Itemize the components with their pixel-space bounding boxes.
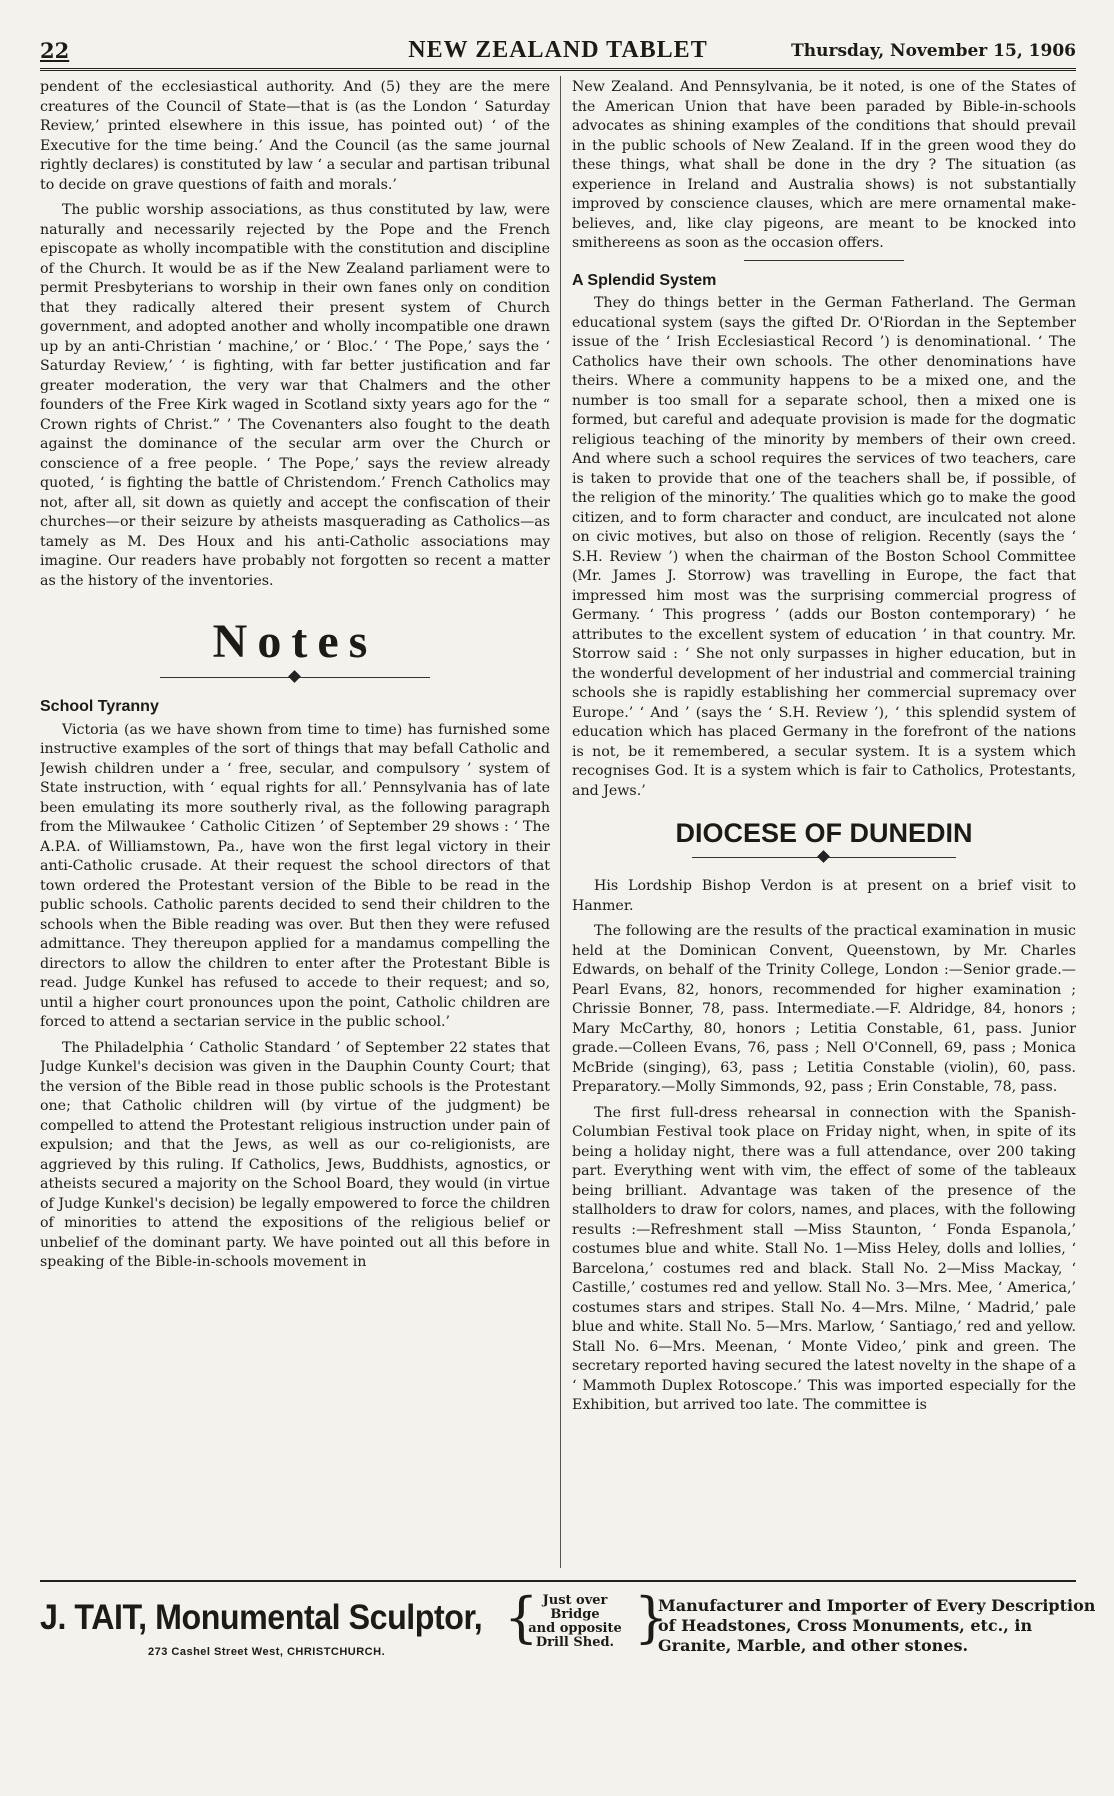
location-note (518, 1594, 632, 1650)
divider (744, 260, 904, 261)
article-subhead: School Tyranny (40, 698, 159, 715)
issue-date: Thursday, November 15, 1906 (791, 41, 1076, 61)
advertiser-name: J. TAIT, Monumental Sculptor, (40, 1598, 483, 1637)
paragraph: Victoria (as we have shown from time to time) has furnished some instructive examples of the sort of things that may befall Catholic and Jewish children under a ‘ free, secular, and compulsory ’ system of State instruction, with ‘ equal rights for all.’ Pennsylvania has of late been emulating its more southerly rival, as the following paragraph from the Milwaukee ‘ Catholic Citizen ’ of September 29 shows : ‘ The A.P.A. of Williamstown, Pa., have won the first legal victory in their anti-Catholic crusade. At their request the school directors of that town ordered the Protestant version of the Bible to be read in the public schools. Catholic parents decided to send their children to the schools when the Bible reading was over. But then they were refused admittance. They thereupon applied for a mandamus compelling the directors to allow the children to enter after the Protestant Bible is read. Judge Kunkel has refused to accede to their request; and so, until a higher court pronounces upon the point, Catholic children are forced to attend a sectarian service in the public school.’ (40, 721, 550, 1030)
diamond-icon (288, 670, 301, 683)
column-divider (560, 76, 561, 1568)
location-line: Drill Shed. (535, 1635, 615, 1650)
article-subhead: A Splendid System (572, 271, 717, 289)
paragraph: The first full-dress rehearsal in connection with the Spanish-Columbian Festival took place on Friday night, when, in spite of its being a holiday night, there was a full attendance, over 200 taking part. Everything went with vim, the effect of some of the tableaux being brilliant. Advantage was taken of the presence of the stallholders to draw for colors, names, and places, with the following results :—Refreshment stall —Miss Staunton, ‘ Fonda Espanola,’ costumes blue and white. Stall No. 1—Miss Heley, dolls and lollies, ‘ Barcelona,’ costumes red and black. Stall No. 2—Miss Mackay, ‘ Castille,’ costumes red and yellow. Stall No. 3—Mrs. Mee, ‘ America,’ costumes stars and stripes. Stall No. 4—Mrs. Milne, ‘ Madrid,’ pale blue and white. Stall No. 5—Mrs. Marlow, ‘ Santiago,’ red and yellow. Stall No. 6—Mrs. Meenan, ‘ Monte Video,’ pink and green. The secretary reported having secured the latest novelty in the shape of a ‘ Mammoth Duplex Rotoscope.’ This was imported especially for the Exhibition, but arrived too late. The committee is (572, 1104, 1076, 1413)
paragraph: The Philadelphia ‘ Catholic Standard ’ of September 22 states that Judge Kunkel's decision was given in the Dauphin County Court; that the version of the Bible read in those public schools is the Protestant one; that Catholic children will (by virtue of the judgment) be compelled to attend the Protestant religious instruction under pain of expulsion; and that the Jews, as well as our co-religionists, are aggrieved by this ruling. If Catholics, Jews, Buddhists, agnostics, or atheists secured a majority on the School Board, they would (in virtue of Judge Kunkel's decision) be legally empowered to force the children of minorities to attend the expositions of the religious belief or unbelief of the dominant party. We have pointed out all this before in speaking of the Bible-in-schools movement in (40, 1039, 550, 1270)
paragraph: pendent of the ecclesiastical authority. And (5) they are the mere creatures of the Council of State—that is (as the London ‘ Saturday Review,’ printed elsewhere in this issue, has pointed out) ‘ of the Executive for the time being.’ And the Council (as the same journal rightly declares) is constituted by law ‘ a secular and partisan tribunal to decide on grave questions of faith and morals.’ (40, 79, 550, 193)
paragraph: The following are the results of the practical examination in music held at the Dominican Convent, Queenstown, by Mr. Charles Edwards, on behalf of the Trinity College, London :—Senior grade.—Pearl Evans, 82, honors, recommended for higher examination ; Chrissie Bonner, 78, pass. Intermediate.—F. Aldridge, 84, honors ; Mary McCarthy, 80, honors ; Letitia Constable, 61, pass. Junior grade.—Colleen Evans, 76, pass ; Nell O'Connell, 69, pass ; Monica McBride (singing), 63, pass ; Letitia Constable (violin), 60, pass. Preparatory.—Molly Simmonds, 92, pass ; Erin Constable, 78, pass. (572, 923, 1076, 1095)
notes-heading: Notes (212, 615, 378, 668)
ornament-divider (572, 853, 1076, 863)
newspaper-title: NEW ZEALAND TABLET (408, 37, 708, 63)
advertiser-description: Manufacturer and Importer of Every Description of Headstones, Cross Monuments, etc., in Granite, Marble, and other stones. (658, 1596, 1096, 1655)
diamond-icon (817, 850, 830, 863)
paragraph: New Zealand. And Pennsylvania, be it noted, is one of the States of the American Union that have been paraded by Bible-in-schools advocates as shining examples of the conditions that should prevail in the public schools of New Zealand. If in the green wood they do these things, what shall be done in the dry ? The situation (as experience in Ireland and Australia shows) is not substantially improved by conscience clauses, which are mere ornamental make-believes, and, like clay pigeons, are meant to be knocked into smithereens as soon as the occasion offers. (572, 79, 1076, 251)
advertiser-address: 273 Cashel Street West, CHRISTCHURCH. (148, 1646, 386, 1658)
ornament-divider (40, 673, 550, 683)
location-line: Just over Bridge (542, 1593, 608, 1622)
left-column (40, 78, 550, 1568)
page-number: 22 (40, 38, 70, 63)
location-line: and opposite (528, 1621, 622, 1636)
right-column (572, 78, 1076, 1568)
brace-icon: } (634, 1586, 669, 1649)
paragraph: His Lordship Bishop Verdon is at present on a brief visit to Hanmer. (572, 878, 1076, 914)
paragraph: The public worship associations, as thus constituted by law, were naturally and necessarily rejected by the Pope and the French episcopate as wholly incompatible with the constitution and discipline of the Church. It would be as if the New Zealand parliament were to permit Presbyterians to worship in their own fanes only on condition that they radically altered their present system of Church government, and adopted another and wholly incompatible one drawn up by an anti-Christian ‘ machine,’ or ‘ Bloc.’ ‘ The Pope,’ says the ‘ Saturday Review,’ ‘ is fighting, with far better justification and far greater moderation, the very war that Chalmers and the other founders of the Free Kirk waged in Scotland sixty years ago for the “ Crown rights of Christ.” ’ The Covenanters also fought to the death against the dominance of the secular arm over the Church or conscience of a free people. ‘ The Pope,’ says the review already quoted, ‘ is fighting the battle of Christendom.’ French Catholics may not, after all, sit down as quietly and accept the confiscation of their churches—or their seizure by atheists masquerading as Catholics—as tamely as M. Des Houx and his anti-Catholic associations may imagine. Our readers have probably not forgotten so recent a matter as the history of the inventories. (40, 202, 550, 589)
section-heading: DIOCESE OF DUNEDIN (675, 818, 973, 848)
advertisement (40, 1580, 1096, 1732)
paragraph: They do things better in the German Fatherland. The German educational system (says the gifted Dr. O'Riordan in the September issue of the ‘ Irish Ecclesiastical Record ’) is denominational. ‘ The Catholics have their own schools. The other denominations have theirs. Where a community happens to be a mixed one, and the number is too small for a separate school, then a mixed one is formed, but careful and adequate provision is made for the dogmatic religious teaching of the minority by members of their own creed. And where such a school requires the services of two teachers, care is taken to provide that one of the teachers shall be, if possible, of the religion of the minority.’ The qualities which go to make the good citizen, and to form character and conduct, are inculcated not alone on civic motives, but also on those of religion. Recently (says the ‘ S.H. Review ’) when the chairman of the Boston School Committee (Mr. James J. Storrow) was travelling in Europe, the fact that impressed him most was the surprising commercial progress of Germany. ‘ This progress ’ (adds our Boston contemporary) ‘ he attributes to the excellent system of education ’ in that country. Mr. Storrow said : ‘ She not only surpasses in higher education, but in the wonderful development of her industrial and commercial training schools she is rapidly establishing her commercial supremacy over Europe.’ ‘ And ’ (says the ‘ S.H. Review ’), ‘ this splendid system of education which has placed Germany in the forefront of the nations is not, be it remembered, a secular system. It is a system which recognises God. It is a system which is fair to Catholics, Protestants, and Jews.’ (572, 295, 1076, 799)
page-header (40, 36, 1076, 71)
brace-icon: { (504, 1586, 539, 1649)
